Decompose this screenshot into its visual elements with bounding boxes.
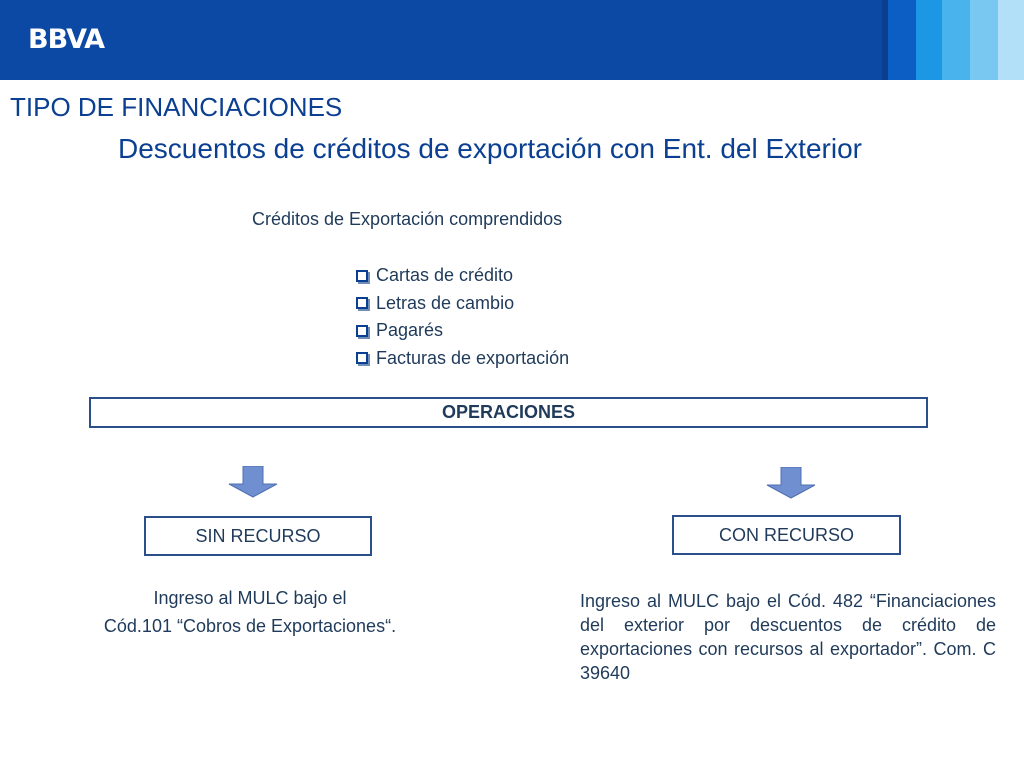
con-recurso-label: CON RECURSO <box>718 524 854 545</box>
list-item <box>356 317 569 345</box>
sin-recurso-label: SIN RECURSO <box>195 525 321 546</box>
list-item <box>356 345 569 373</box>
header-stripe <box>970 0 998 80</box>
list-item-label: Facturas de exportación <box>376 347 570 368</box>
operations-box <box>89 397 928 428</box>
sin-recurso-box <box>144 516 372 556</box>
header-stripe <box>942 0 970 80</box>
checkbox-bullet-icon <box>356 270 368 282</box>
sin-recurso-description <box>60 584 440 640</box>
list-item-label: Letras de cambio <box>376 292 515 313</box>
bbva-logo: BBVA <box>28 24 105 55</box>
header-stripe <box>888 0 916 80</box>
header-bar <box>0 0 1024 80</box>
list-item <box>356 290 569 318</box>
list-item-label: Pagarés <box>376 320 444 340</box>
arrow-down-icon <box>766 467 816 499</box>
slide-subtitle: Descuentos de créditos de exportación con Ent. del Exterior <box>118 133 862 164</box>
slide-title: TIPO DE FINANCIACIONES <box>10 92 343 122</box>
arrow-down-icon <box>228 466 278 498</box>
checkbox-bullet-icon <box>356 352 368 364</box>
list-item <box>356 262 569 290</box>
con-recurso-box <box>672 515 901 555</box>
list-item-label: Cartas de crédito <box>376 265 514 285</box>
con-recurso-description: Ingreso al MULC bajo el Cód. 482 “Financiaciones del exterior por descuentos de crédito de exportaciones con recursos al exportador”. Com. C 39640 <box>580 591 996 683</box>
credits-list <box>356 262 569 372</box>
header-stripe <box>998 0 1024 80</box>
operations-label: OPERACIONES <box>441 402 576 422</box>
checkbox-bullet-icon <box>356 297 368 309</box>
credits-heading: Créditos de Exportación comprendidos <box>252 209 563 229</box>
sin-recurso-text-line: Ingreso al MULC bajo el <box>153 588 347 608</box>
header-stripe <box>916 0 942 80</box>
checkbox-bullet-icon <box>356 325 368 337</box>
sin-recurso-text-line: Cód.101 “Cobros de Exportaciones“. <box>103 616 397 636</box>
